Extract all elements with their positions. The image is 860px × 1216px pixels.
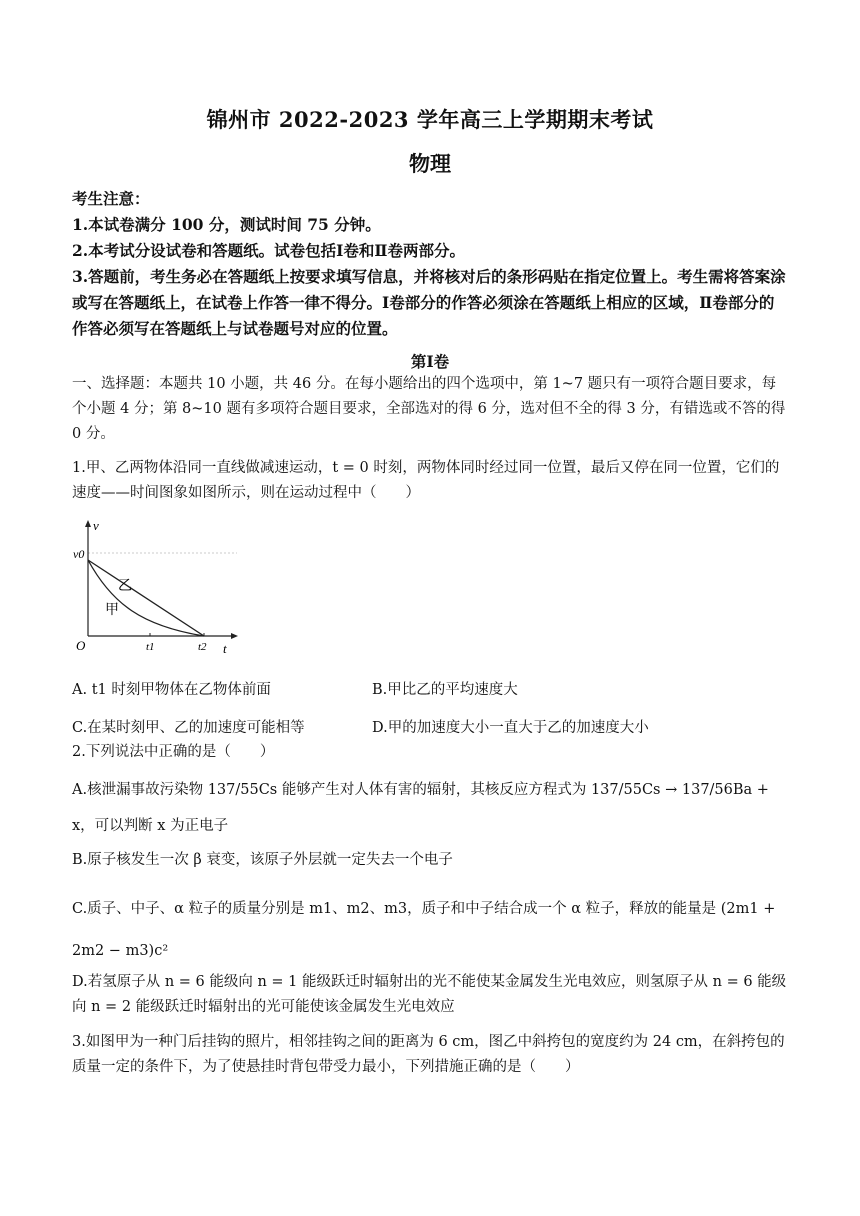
notice-block [72, 186, 788, 342]
section-title: 第Ⅰ卷 [410, 352, 450, 371]
q2-option-c: C.质子、中子、α 粒子的质量分别是 m1、m2、m3，质子和中子结合成一个 α 粒子，释放的能量是 (2m1 + 2m2 − m3)c² [72, 901, 776, 959]
notice-item-2: 2.本考试分设试卷和答题纸。试卷包括Ⅰ卷和Ⅱ卷两部分。 [72, 241, 465, 260]
section-instructions: 一、选择题：本题共 10 小题，共 46 分。在每小题给出的四个选项中，第 1~7 题只有一项符合题目要求，每个小题 4 分；第 8~10 题有多项符合题目要求，全部选对的得 6 分，选对但不全的得 3 分，有错选或不答的得 0 分。 [72, 376, 786, 442]
notice-item-3: 3.答题前，考生务必在答题纸上按要求填写信息，并将核对后的条形码贴在指定位置上。考生需将答案涂或写在答题纸上，在试卷上作答一律不得分。Ⅰ卷部分的作答必须涂在答题纸上相应的区域，Ⅱ卷部分的作答必须写在答题纸上与试卷题号对应的位置。 [72, 267, 786, 338]
q1-options [72, 678, 788, 738]
q2-option-b: B.原子核发生一次 β 衰变，该原子外层就一定失去一个电子 [72, 852, 453, 868]
vt-graph [72, 516, 247, 656]
q2-option-a: A.核泄漏事故污染物 137/55Cs 能够产生对人体有害的辐射，其核反应方程式为 137/55Cs → 137/56Ba + x，可以判断 x 为正电子 [72, 782, 769, 834]
t2-label: t2 [198, 641, 207, 653]
notice-heading: 考生注意： [72, 189, 150, 208]
q3-stem: 3.如图甲为一种门后挂钩的照片，相邻挂钩之间的距离为 6 cm，图乙中斜挎包的宽度约为 24 cm，在斜挎包的质量一定的条件下，为了使悬挂时背包带受力最小，下列措施正确的是（ ） [72, 1034, 785, 1075]
v0-label: v0 [73, 547, 85, 561]
q1-option-a: A. t1 时刻甲物体在乙物体前面 [72, 682, 271, 698]
curve-jia-label: 甲 [105, 602, 119, 618]
q1-option-c: C.在某时刻甲、乙的加速度可能相等 [72, 720, 305, 736]
t1-label: t1 [146, 641, 155, 653]
q2-option-d: D.若氢原子从 n = 6 能级向 n = 1 能级跃迁时辐射出的光不能使某金属发生光电效应，则氢原子从 n = 6 能级向 n = 2 能级跃迁时辐射出的光可能使该金属发生光电效应 [72, 974, 787, 1015]
origin-label: O [76, 638, 86, 653]
exam-title: 锦州市 2022-2023 学年高三上学期期末考试 [206, 107, 654, 132]
curve-yi [88, 560, 204, 636]
t-axis-label: t [223, 641, 227, 656]
v-axis-label: v [93, 518, 99, 533]
v-axis-arrow [85, 520, 91, 527]
q1-option-b: B.甲比乙的平均速度大 [372, 682, 518, 698]
exam-subject: 物理 [409, 151, 451, 176]
notice-item-1: 1.本试卷满分 100 分，测试时间 75 分钟。 [72, 215, 381, 234]
q1-option-d: D.甲的加速度大小一直大于乙的加速度大小 [372, 720, 649, 736]
q2-stem: 2.下列说法中正确的是（ ） [72, 744, 275, 760]
q1-stem: 1.甲、乙两物体沿同一直线做减速运动，t = 0 时刻，两物体同时经过同一位置，最后又停在同一位置，它们的速度——时间图象如图所示，则在运动过程中（ ） [72, 460, 780, 501]
t-axis-arrow [231, 633, 238, 639]
curve-yi-label: 乙 [118, 578, 132, 594]
